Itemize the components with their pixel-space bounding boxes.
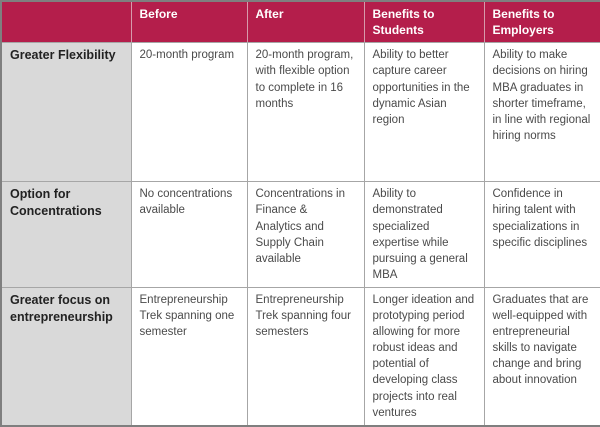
table-row-greater-flexibility xyxy=(1,43,600,182)
header-row xyxy=(1,1,600,43)
row-label: Greater Flexibility xyxy=(1,43,131,182)
cell-benefits-employers: Ability to make decisions on hiring MBA graduates in shorter timeframe, in line with regional hiring norms xyxy=(484,43,600,182)
cell-benefits-students: Longer ideation and prototyping period allowing for more robust ideas and potential of developing class projects into real ventures xyxy=(364,287,484,426)
cell-benefits-students: Ability to demonstrated specialized expertise while pursuing a general MBA xyxy=(364,182,484,288)
row-label: Option for Concentrations xyxy=(1,182,131,288)
header-cell-empty xyxy=(1,1,131,43)
table-row-option-for-concentrations xyxy=(1,182,600,288)
cell-after: Entrepreneurship Trek spanning four semesters xyxy=(247,287,364,426)
table-row-greater-focus-entrepreneurship xyxy=(1,287,600,426)
cell-before: No concentrations available xyxy=(131,182,247,288)
cell-after: 20-month program, with flexible option to complete in 16 months xyxy=(247,43,364,182)
header-cell-after: After xyxy=(247,1,364,43)
cell-before: Entrepreneurship Trek spanning one semester xyxy=(131,287,247,426)
header-cell-benefits-students: Benefits to Students xyxy=(364,1,484,43)
header-cell-benefits-employers: Benefits to Employers xyxy=(484,1,600,43)
header-cell-before: Before xyxy=(131,1,247,43)
cell-after: Concentrations in Finance & Analytics and Supply Chain available xyxy=(247,182,364,288)
cell-before: 20-month program xyxy=(131,43,247,182)
cell-benefits-employers: Confidence in hiring talent with specializations in specific disciplines xyxy=(484,182,600,288)
cell-benefits-students: Ability to better capture career opportunities in the dynamic Asian region xyxy=(364,43,484,182)
cell-benefits-employers: Graduates that are well-equipped with entrepreneurial skills to navigate change and bring about innovation xyxy=(484,287,600,426)
row-label: Greater focus on entrepreneurship xyxy=(1,287,131,426)
